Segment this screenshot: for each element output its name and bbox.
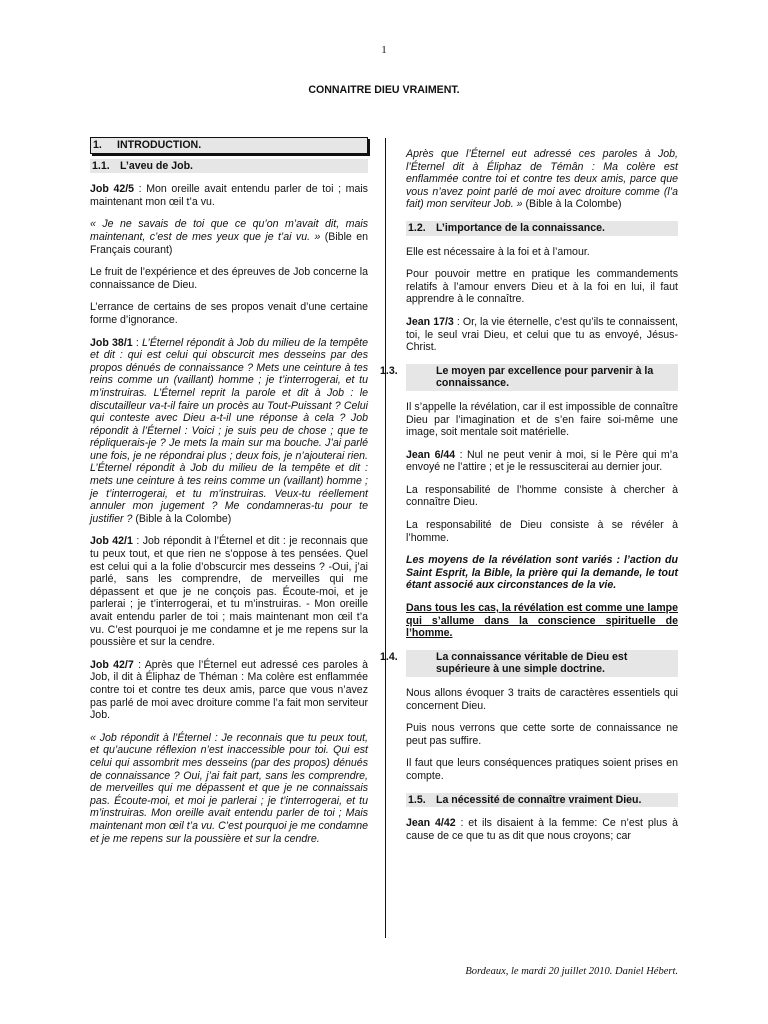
quote-text: « Je ne savais de toi que ce qu’on m’avait dit, mais maintenant, c’est de mes yeux que je t’ai vu. » xyxy=(90,218,368,243)
paragraph-job-42-1 xyxy=(90,535,368,648)
paragraph-quote-continuation xyxy=(406,148,678,211)
verse-text: : Job répondit à l’Éternel et dit : je reconnais que tu peux tout, et que rien ne s’oppose à tes pensées. Quel est celui qui a la folie d’obscurcir mes desseins ? -Oui, j’ai parlé, sans les comprendre, de merveilles qui me dépassent et que je ne conçois pas. Écoute-moi, et je parlerai ; je t’interrogerai, et tu m’instruiras. - Mon oreille avait entendu parler de toi ; mais maintenant mon œil t’a vu. C’est pourquoi je me condamne et je me repens sur la poussière et sur la cendre. xyxy=(90,535,368,649)
quote-source: (Bible à la Colombe) xyxy=(522,198,622,211)
paragraph-revelation: Il s’appelle la révélation, car il est impossible de connaître Dieu par l’imagination et de s’en faire soi-même une image, soit mentale soit matérielle. xyxy=(406,400,678,439)
section-title: INTRODUCTION. xyxy=(117,139,202,151)
subsection-heading-connaissance-veritable xyxy=(380,650,678,677)
left-column xyxy=(90,137,368,855)
verse-reference: Jean 17/3 xyxy=(406,315,454,328)
verse-reference: Job 42/1 xyxy=(90,535,133,548)
paragraph-responsabilite-dieu: La responsabilité de Dieu consiste à se révéler à l’homme. xyxy=(406,519,678,544)
column-divider xyxy=(385,138,386,938)
section-heading-introduction xyxy=(90,137,368,154)
subsection-number: 1.4. xyxy=(380,650,398,663)
subsection-heading-necessite xyxy=(406,793,678,808)
document-title: CONNAITRE DIEU VRAIMENT. xyxy=(308,84,460,96)
verse-reference: Jean 6/44 xyxy=(406,448,456,461)
verse-text: : Or, la vie éternelle, c’est qu’ils te connaissent, toi, le seul vrai Dieu, et celui que tu as envoyé, Jésus-Christ. xyxy=(406,315,678,354)
subsection-heading-aveu-de-job xyxy=(90,159,368,174)
subsection-title: La connaissance véritable de Dieu est supérieure à une simple doctrine. xyxy=(436,650,628,676)
paragraph-consequences: Il faut que leurs conséquences pratiques soient prises en compte. xyxy=(406,757,678,782)
paragraph-job-38-1: Job 38/1 : L’Éternel répondit à Job du milieu de la tempête et dit : qui est celui qui obscurcit mes desseins par des propos dénués de connaissance ? Mets une ceinture à tes reins comme un (vaillant) homme ; je t’interrogerai, et tu m’instruiras. L’Éternel reprit la parole et dit à Job : le discutailleur va-t-il faire un procès au Tout-Puissant ? Celui qui conteste avec Dieu a-t-il une réponse à cela ? Job répondit à l’Éternel : Voici ; je suis peu de chose ; que te répliquerais-je ? Je mets la main sur ma bouche. J’ai parlé une fois, je ne répondrai plus ; deux fois, je n’ajouterai rien. L’Éternel répondit à Job du milieu de la tempête et dit : mets une ceinture à tes reins comme un (vaillant) homme ; je t’interrogerai, et tu m’instruiras. Veux-tu réellement annuler mon jugement ? Me condamneras-tu pour te justifier ? (Bible à la Colombe) xyxy=(90,336,368,525)
paragraph-job-42-5 xyxy=(90,183,368,208)
paragraph-pour-pouvoir: Pour pouvoir mettre en pratique les commandements relatifs à l’amour envers Dieu et à la foi en lui, il faut apprendre à le connaître. xyxy=(406,268,678,306)
paragraph-quote-job-response: « Job répondit à l’Éternel : Je reconnais que tu peux tout, et qu’aucune réflexion n’est inaccessible pour toi. Qui est celui qui assombrit mes desseins (par des propos) dénués de connaissance ? Oui, j’ai fait part, sans les comprendre, de merveilles qui me dépassent et que je ne connaissais pas. Écoute-moi, et moi je parlerai ; je t’interrogerai, et tu m’instruiras. Mon oreille avait entendu parler de toi ; Mais maintenant mon œil t’a vu. C’est pourquoi je me condamne et je me repens sur la poussière et sur la cendre. xyxy=(90,731,368,845)
subsection-heading-importance xyxy=(406,221,678,236)
subsection-number: 1.1. xyxy=(92,159,110,172)
paragraph-responsabilite-homme: La responsabilité de l’homme consiste à chercher à connaître Dieu. xyxy=(406,483,678,509)
subsection-number: 1.5. xyxy=(408,793,426,806)
subsection-title: La nécessité de connaître vraiment Dieu. xyxy=(436,793,642,806)
subsection-title: L’aveu de Job. xyxy=(120,159,194,172)
paragraph-moyens-revelation: Les moyens de la révélation sont variés : l’action du Saint Esprit, la Bible, la prière qui la demande, le tout étant associé aux circonstances de la vie. xyxy=(406,554,678,592)
paragraph-jean-6-44 xyxy=(406,449,678,474)
verse-text: : Nul ne peut venir à moi, si le Père qui m’a envoyé ne l’attire ; et je le ressusciterai au dernier jour. xyxy=(406,448,678,474)
subsection-title: Le moyen par excellence pour parvenir à la connaissance. xyxy=(436,364,654,390)
quote-source: (Bible en Français courant) xyxy=(90,230,368,256)
paragraph-fruit-experience: Le fruit de l’expérience et des épreuves de Job concerne la connaissance de Dieu. xyxy=(90,266,368,291)
subsection-number: 1.3. xyxy=(380,364,398,377)
verse-reference: Jean 4/42 xyxy=(406,817,456,830)
quote-text: Après que l’Éternel eut adressé ces paroles à Job, l’Éternel dit à Éliphaz de Témân : Ma colère est enflammée contre toi et contre tes deux amis, parce que vous n’avez point parlé de moi avec droiture comme (l’a fait) mon serviteur Job. » xyxy=(406,148,678,211)
verse-text: : et ils disaient à la femme: Ce n’est plus à cause de ce que tu as dit que nous croyons; car xyxy=(406,817,678,842)
subsection-title: L’importance de la connaissance. xyxy=(436,221,605,234)
paragraph-jean-4-42 xyxy=(406,817,678,842)
verse-text: : Mon oreille avait entendu parler de toi ; mais maintenant mon œil t’a vu. xyxy=(90,183,368,208)
paragraph-trois-traits: Nous allons évoquer 3 traits de caractères essentiels qui concernent Dieu. xyxy=(406,687,678,712)
verse-reference: Job 38/1 xyxy=(90,336,133,349)
verse-reference: Job 42/5 xyxy=(90,183,135,196)
subsection-number: 1.2. xyxy=(408,221,426,234)
paragraph-job-42-7 xyxy=(90,659,368,722)
verse-text: L’Éternel répondit à Job du milieu de la tempête et dit : qui est celui qui obscurcit mes desseins par des propos dénués de connaissance ? Mets une ceinture à tes reins comme un (vaillant) homme ; je t’interrogerai, et tu m’instruiras. L’Éternel reprit la parole et dit à Job : le discutailleur va-t-il faire un procès au Tout-Puissant ? Celui qui conteste avec Dieu a-t-il une réponse à cela ? Job répondit à l’Éternel : Voici ; je suis peu de chose ; que te répliquerais-je ? Je mets la main sur ma bouche. J’ai parlé une fois, je ne répondrai plus ; deux fois, je n’ajouterai rien. L’Éternel répondit à Job du milieu de la tempête et dit : mets une ceinture à tes reins comme un (vaillant) homme ; je t’interrogerai, et tu m’instruiras. Veux-tu réellement annuler mon jugement ? Me condamneras-tu pour te justifier ? xyxy=(90,336,368,525)
verse-text: : Après que l’Éternel eut adressé ces paroles à Job, il dit à Éliphaz de Théman : Ma colère est enflammée contre toi et contre tes deux amis, parce que vous n’avez pas parlé de moi avec droiture comme l’a fait mon serviteur Job. xyxy=(90,658,368,722)
paragraph-ne-peut-suffire: Puis nous verrons que cette sorte de connaissance ne peut pas suffire. xyxy=(406,722,678,747)
paragraph-jean-17-3 xyxy=(406,316,678,354)
page-number: 1 xyxy=(381,44,387,56)
section-number: 1. xyxy=(93,139,102,151)
paragraph-errance: L’errance de certains de ses propos venait d’une certaine forme d’ignorance. xyxy=(90,301,368,326)
subsection-heading-moyen xyxy=(380,364,678,391)
paragraph-quote-francais-courant xyxy=(90,218,368,256)
right-column xyxy=(380,148,678,852)
verse-source: (Bible à la Colombe) xyxy=(132,512,232,525)
paragraph-necessaire: Elle est nécessaire à la foi et à l’amour. xyxy=(406,245,590,258)
paragraph-lampe: Dans tous les cas, la révélation est comme une lampe qui s’allume dans la conscience spirituelle de l’homme. xyxy=(406,602,678,640)
page-footer: Bordeaux, le mardi 20 juillet 2010. Daniel Hébert. xyxy=(465,966,678,977)
verse-reference: Job 42/7 xyxy=(90,658,134,671)
